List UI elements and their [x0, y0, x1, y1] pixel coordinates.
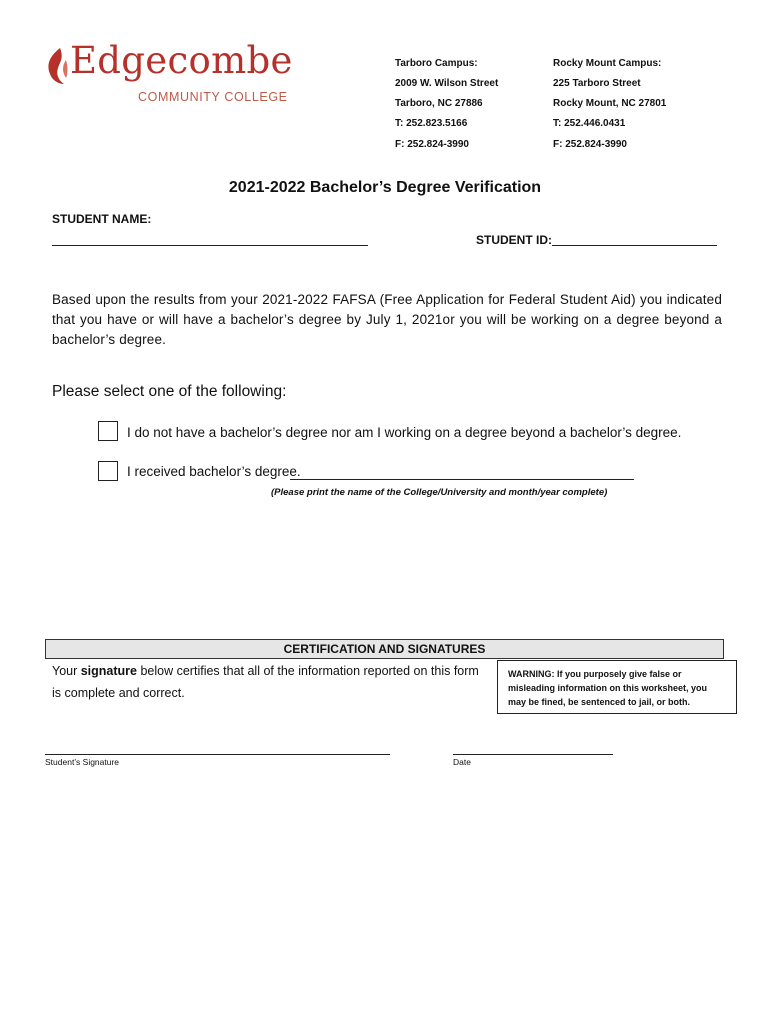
flame-logo-icon: [44, 46, 70, 88]
student-signature-line[interactable]: [45, 754, 390, 755]
college-logo-wordmark: Edgecombe: [70, 39, 293, 82]
option-no-degree-label: I do not have a bachelor’s degree nor am I working on a degree beyond a bachelor’s degree.: [127, 425, 682, 440]
select-prompt: Please select one of the following:: [52, 383, 287, 400]
date-label: Date: [453, 757, 471, 767]
warning-box: WARNING: If you purposely give false or misleading information on this worksheet, you may be fined, be sentenced to jail, or both.: [497, 660, 737, 714]
certification-heading: CERTIFICATION AND SIGNATURES: [45, 639, 724, 659]
option-received-degree-label: I received bachelor’s degree.: [127, 464, 301, 479]
student-id-label: STUDENT ID:: [476, 233, 552, 247]
tarboro-fax: F: 252.824-3990: [395, 139, 469, 150]
rocky-mount-campus-label: Rocky Mount Campus:: [553, 58, 662, 69]
certification-text-signature: signature: [80, 664, 137, 678]
college-logo-subtitle: COMMUNITY COLLEGE: [138, 90, 288, 104]
tarboro-campus-label: Tarboro Campus:: [395, 58, 478, 69]
intro-paragraph: Based upon the results from your 2021-2022 FAFSA (Free Application for Federal Student Aid) you indicated that you have or will have a bachelor’s degree by July 1, 2021or you will be working on a degree beyond a bachelor’s degree.: [52, 292, 722, 347]
student-id-field[interactable]: [552, 245, 717, 246]
date-line[interactable]: [453, 754, 613, 755]
student-name-field[interactable]: [52, 245, 368, 246]
tarboro-phone: T: 252.823.5166: [395, 118, 468, 129]
tarboro-street: 2009 W. Wilson Street: [395, 78, 499, 89]
certification-text-start: Your: [52, 664, 81, 678]
option-no-degree-checkbox[interactable]: [98, 421, 118, 441]
student-name-label: STUDENT NAME:: [52, 212, 152, 226]
college-name-field[interactable]: [290, 479, 634, 480]
certification-text: [52, 660, 482, 704]
option-received-degree-checkbox[interactable]: [98, 461, 118, 481]
rocky-mount-street: 225 Tarboro Street: [553, 78, 641, 89]
form-title: 2021-2022 Bachelor’s Degree Verification: [228, 179, 542, 196]
rocky-mount-phone: T: 252.446.0431: [553, 118, 626, 129]
rocky-mount-fax: F: 252.824-3990: [553, 139, 627, 150]
tarboro-city: Tarboro, NC 27886: [395, 98, 483, 109]
rocky-mount-city: Rocky Mount, NC 27801: [553, 98, 667, 109]
option-received-degree-note: (Please print the name of the College/University and month/year complete): [271, 487, 608, 498]
certification-text-rest: below certifies that all of the information reported on this form is complete and correct.: [52, 664, 479, 700]
student-signature-label: Student’s Signature: [45, 757, 120, 767]
